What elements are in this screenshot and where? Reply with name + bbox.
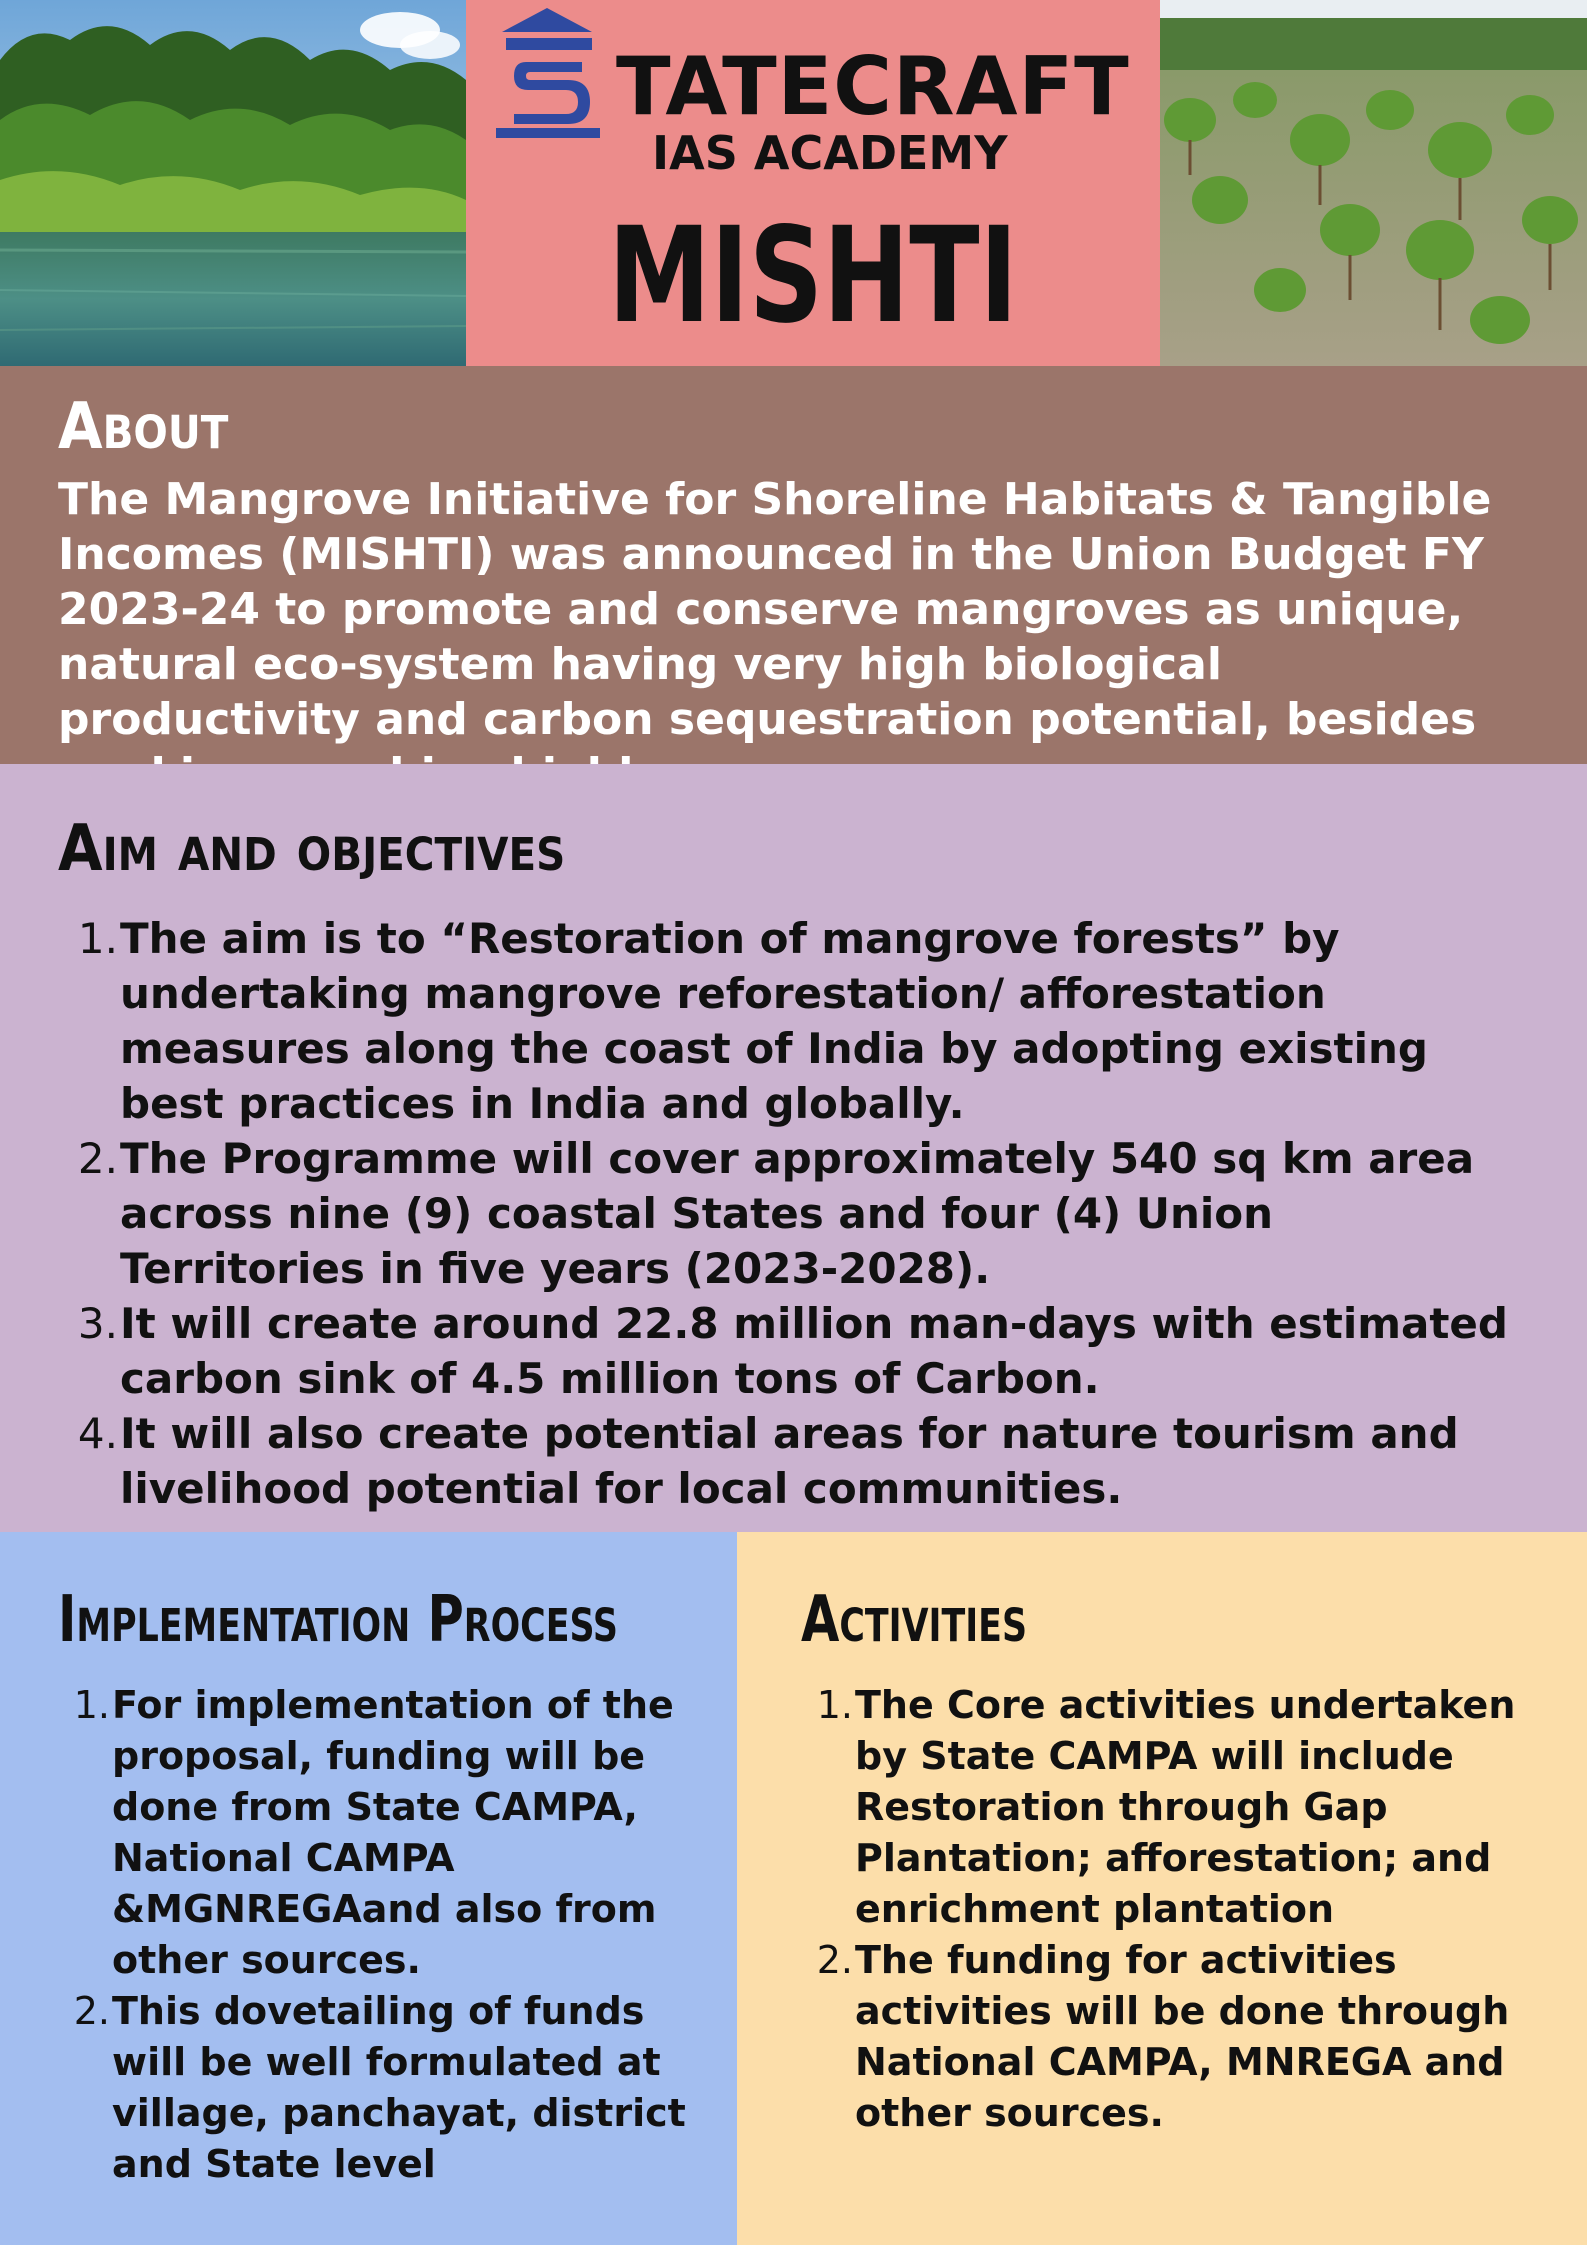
item-text: It will also create potential areas for nature tourism and livelihood potential for local communities. bbox=[120, 1409, 1459, 1513]
item-number: 2. bbox=[73, 1989, 110, 2033]
list-item bbox=[801, 1680, 1547, 1935]
aims-list bbox=[58, 911, 1529, 1516]
mangrove-forest-photo bbox=[0, 0, 466, 366]
item-text: The Programme will cover approximately 540 sq km area across nine (9) coastal States and four (4) Union Territories in five years (2023-2028). bbox=[120, 1134, 1475, 1293]
item-number: 2. bbox=[816, 1938, 853, 1982]
implementation-section bbox=[0, 1532, 737, 2245]
item-text: This dovetailing of funds will be well formulated at village, panchayat, district and State level bbox=[112, 1989, 686, 2186]
mangrove-plantation-photo bbox=[1160, 0, 1587, 366]
list-item bbox=[58, 911, 1529, 1131]
implementation-heading: Implementation Process bbox=[58, 1583, 618, 1657]
list-item bbox=[58, 1406, 1529, 1516]
title-panel bbox=[466, 0, 1160, 366]
activities-list bbox=[801, 1680, 1547, 2139]
item-number: 1. bbox=[77, 914, 118, 963]
document-title: MISHTI bbox=[608, 199, 1018, 353]
item-number: 3. bbox=[77, 1299, 118, 1348]
activities-section bbox=[737, 1532, 1587, 2245]
activities-heading: Activities bbox=[801, 1583, 1028, 1657]
item-number: 4. bbox=[77, 1409, 118, 1458]
brand-name: TATECRAFT bbox=[616, 40, 1130, 133]
list-item bbox=[58, 1296, 1529, 1406]
header-banner bbox=[0, 0, 1587, 366]
item-number: 1. bbox=[816, 1683, 853, 1727]
item-text: It will create around 22.8 million man-days with estimated carbon sink of 4.5 million tons of Carbon. bbox=[120, 1299, 1508, 1403]
implementation-list bbox=[58, 1680, 697, 2190]
item-text: The aim is to “Restoration of mangrove forests” by undertaking mangrove reforestation/ afforestation measures along the coast of India by adopting existing best practices in India and globally. bbox=[120, 914, 1428, 1128]
list-item bbox=[58, 1680, 697, 1986]
aims-section bbox=[0, 764, 1587, 1532]
item-text: The Core activities undertaken by State CAMPA will include Restoration through Gap Plantation; afforestation; and enrichment plantation bbox=[855, 1683, 1516, 1931]
item-text: For implementation of the proposal, funding will be done from State CAMPA, National CAMPA &MGNREGAand also from other sources. bbox=[112, 1683, 674, 1982]
list-item bbox=[58, 1131, 1529, 1296]
item-number: 1. bbox=[73, 1683, 110, 1727]
about-paragraph: The Mangrove Initiative for Shoreline Habitats & Tangible Incomes (MISHTI) was announced in the Union Budget FY 2023-24 to promote and conserve mangroves as unique, natural eco-system having very high biological productivity and carbon sequestration potential, besides bbox=[58, 474, 1492, 745]
aims-heading: Aim and objectives bbox=[58, 812, 566, 886]
item-number: 2. bbox=[77, 1134, 118, 1183]
pillar-logo-icon bbox=[488, 6, 606, 138]
about-heading: About bbox=[58, 390, 229, 464]
list-item bbox=[801, 1935, 1547, 2139]
brand-subtitle: IAS ACADEMY bbox=[652, 126, 1008, 180]
about-section bbox=[0, 366, 1587, 764]
list-item bbox=[58, 1986, 697, 2190]
item-text: The funding for activities activities will be done through National CAMPA, MNREGA and other sources. bbox=[855, 1938, 1510, 2135]
